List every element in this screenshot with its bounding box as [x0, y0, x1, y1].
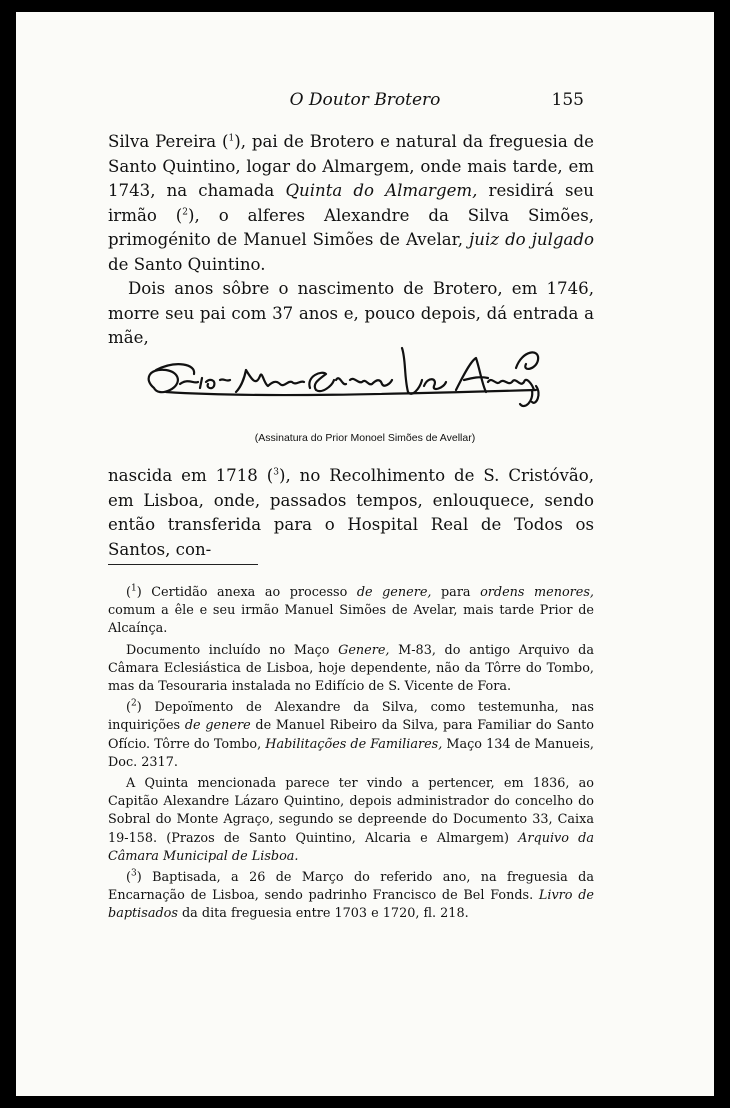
handwritten-signature [136, 325, 576, 430]
italic-run: Quinta do Almargem, [285, 181, 478, 200]
text-run: A Quinta mencionada parece ter vindo a pertencer, em 1836, ao Capitão Alexandre Lázaro Quintino, depois administrador do concelho do Sobral do Monte Agraço, segundo se depreende do Documento 33, Caixa 19-158. (Prazos de Santo Quintino, Alcaria e Almargem) [108, 776, 594, 846]
footnote-2-continued [108, 775, 594, 866]
text-run: para [431, 585, 481, 600]
text-run: de Manuel Ribeiro da Silva, para Familiar do Santo Ofício. Tôrre do Tombo, [108, 718, 594, 752]
text-run: Baptisada, a 26 de Março do referido ano, na freguesia da Encarnação de Lisboa, sendo padrinho Francisco de Bel Fonds. [108, 870, 594, 904]
text-run: ), pai de Brotero e natural da freguesia de Santo Quintino, logar do Almargem, onde mais tarde, em 1743, na chamada [108, 132, 594, 200]
italic-run: Livro de baptisados [108, 888, 594, 922]
text-run: da dita freguesia entre 1703 e 1720, fl. 218. [177, 906, 469, 922]
text-run: nascida em 1718 ( [108, 466, 274, 485]
signature-text: Prior Manoel Simoes de Avelar [136, 325, 388, 344]
text-run: ), no Recolhimento de S. Cristóvão, em Lisboa, onde, passados tempos, enlouquece, sendo então transferida para o Hospital Real de Todos os Santos, con- [108, 466, 594, 559]
signature-figure [16, 325, 714, 450]
italic-run: de genere, [356, 585, 432, 600]
page-number: 155 [551, 90, 584, 110]
running-head [16, 90, 714, 114]
text-run: Maço 134 de Manueis, Doc. 2317. [108, 736, 594, 770]
footnote-ref: 1 [228, 133, 235, 144]
text-run: M-83, do antigo Arquivo da Câmara Eclesiástica de Lisboa, hoje dependente, não da Tôrre do Tombo, mas da Tesouraria instalada no Edifício de S. Vicente de Fora. [108, 642, 594, 695]
book-page [16, 12, 714, 1096]
italic-run: Genere, [338, 642, 390, 658]
italic-run: Habilitações de Familiares, [265, 736, 443, 752]
paragraph-text: Dois anos sôbre o nascimento de Brotero, em 1746, morre seu pai com 37 anos e, pouco depois, dá entrada a mãe, [108, 279, 594, 347]
footnote-3: ($^3$) Baptisada, a 26 de Março do referido ano, na freguesia da Encarnação de Lisboa, sendo padrinho Francisco de Bel Fonds. Livro de baptisados da dita freguesia entre 1703 e 1720, fl. 218. [108, 868, 594, 922]
footnote-mark: 3 [131, 868, 137, 879]
footnote-2: ($^2$) Depoïmento de Alexandre da Silva, como testemunha, nas inquirições de genere de Manuel Ribeiro da Silva, para Familiar do Santo Ofício. Tôrre do Tombo, Habilitações de Familiares, Maço 134 de Manueis, Doc. 2317. [108, 698, 594, 770]
footnote-1-continued [108, 642, 594, 697]
italic-run: de genere [184, 718, 251, 734]
footnote-1: ($^1$) Certidão anexa ao processo de genere, para ordens menores, comum a êle e seu irmão Manuel Simões de Avelar, mais tarde Prior de Alcaínça. [108, 583, 594, 637]
footnotes [108, 584, 594, 927]
text-run: comum a êle e seu irmão Manuel Simões de Avelar, mais tarde Prior de Alcaínça. [108, 603, 594, 637]
footnote-ref: 3 [273, 467, 279, 478]
body-paragraph-1 [108, 130, 594, 351]
running-title: O Doutor Brotero [289, 90, 441, 110]
italic-run: juiz do julgado [469, 230, 594, 249]
paragraph-text [108, 130, 594, 277]
text-run: Silva Pereira ( [108, 132, 229, 151]
text-run: ), o alferes Alexandre da Silva Simões, primogénito de Manuel Simões de Avelar, [108, 205, 594, 249]
footnote-mark: 2 [131, 698, 137, 709]
italic-run: ordens menores, [480, 585, 594, 600]
text-run: Certidão anexa ao processo [141, 585, 357, 600]
signature-caption: (Assinatura do Prior Monoel Simões de Avellar) [254, 432, 476, 444]
body-paragraph-2 [108, 464, 594, 562]
paragraph-text [108, 464, 594, 562]
footnote-mark: 1 [131, 583, 137, 594]
text-run: residirá seu irmão ( [108, 181, 594, 225]
text-run: Depoïmento de Alexandre da Silva, como testemunha, nas inquirições [108, 700, 594, 734]
italic-run: Arquivo da Câmara Municipal de Lisboa. [108, 830, 594, 864]
footnote-ref: 2 [182, 206, 189, 217]
footnote-rule [108, 564, 258, 565]
text-run: Documento incluído no Maço [126, 642, 339, 658]
text-run: de Santo Quintino. [108, 254, 266, 274]
